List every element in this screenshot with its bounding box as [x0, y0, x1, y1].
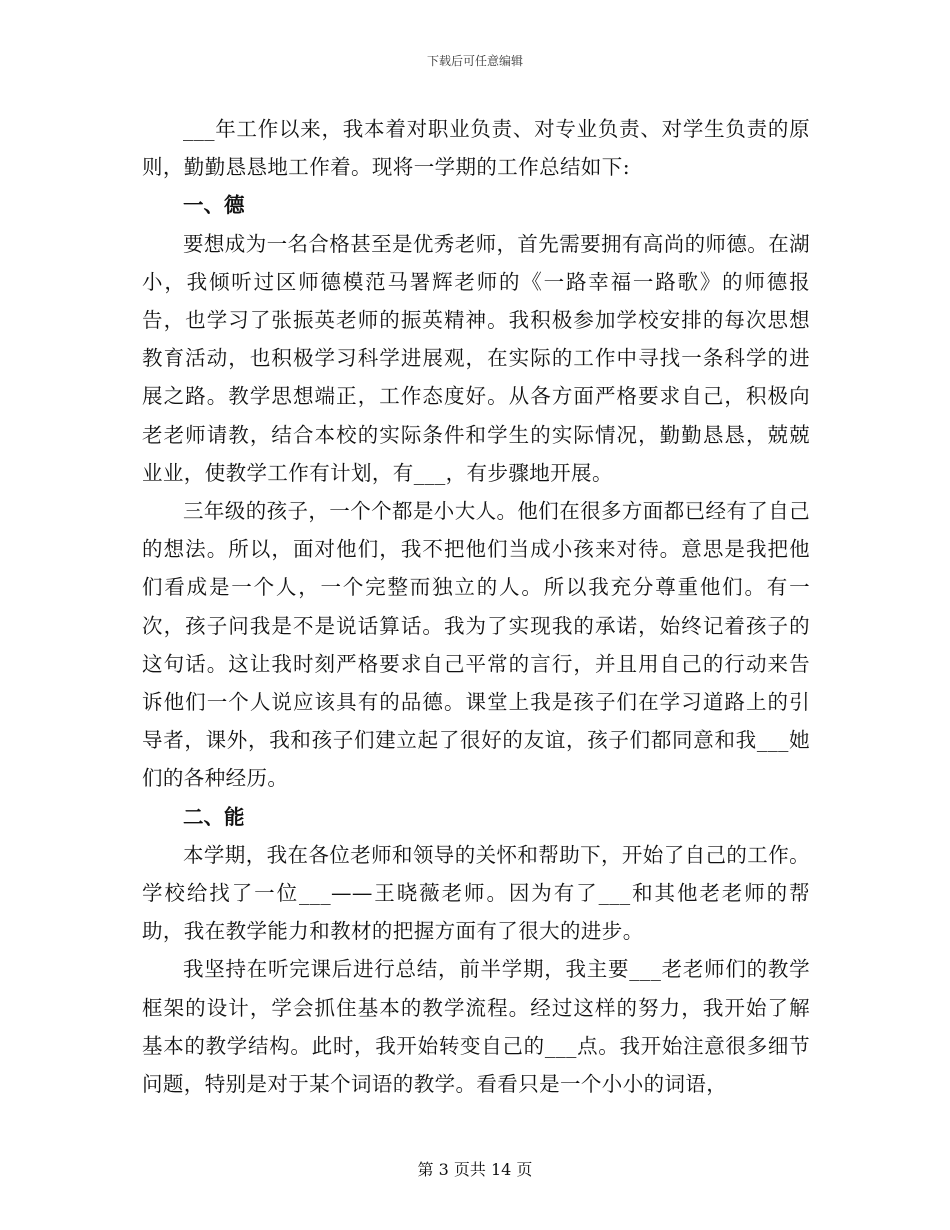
- virtue-paragraph-2: 三年级的孩子，一个个都是小大人。他们在很多方面都已经有了自己的想法。所以，面对他们，我不把他们当成小孩来对待。意思是我把他们看成是一个人，一个完整而独立的人。所以我充分尊重他们。有一次，孩子问我是不是说话算话。我为了实现我的承诺，始终记着孩子的这句话。这让我时刻严格要求自己平常的言行，并且用自己的行动来告诉他们一个人说应该具有的品德。课堂上我是孩子们在学习道路上的引导者，课外，我和孩子们建立起了很好的友谊，孩子们都同意和我___她们的各种经历。: [142, 499, 810, 791]
- virtue-paragraph-1: 要想成为一名合格甚至是优秀老师，首先需要拥有高尚的师德。在湖小，我倾听过区师德模范马署辉老师的《一路幸福一路歌》的师德报告，也学习了张振英老师的振英精神。我积极参加学校安排的每次思想教育活动，也积极学习科学进展观，在实际的工作中寻找一条科学的进展之路。教学思想端正，工作态度好。从各方面严格要求自己，积极向老老师请教，结合本校的实际条件和学生的实际情况，勤勤恳恳，兢兢业业，使教学工作有计划，有___，有步骤地开展。: [142, 231, 810, 485]
- intro-paragraph: ___年工作以来，我本着对职业负责、对专业负责、对学生负责的原则，勤勤恳恳地工作着。现将一学期的工作总结如下:: [142, 117, 810, 180]
- ability-paragraph-2: 我坚持在听完课后进行总结，前半学期，我主要___老老师们的教学框架的设计，学会抓住基本的教学流程。经过这样的努力，我开始了解基本的教学结构。此时，我开始转变自己的___点。我开始注意很多细节问题，特别是对于某个词语的教学。看看只是一个小小的词语，: [142, 957, 810, 1097]
- document-body: [142, 110, 810, 1103]
- section-heading-ability: 二、能: [183, 804, 245, 829]
- page-header: 下载后可任意编辑: [426, 54, 523, 68]
- section-heading-virtue: 一、德: [183, 193, 245, 218]
- ability-paragraph-1: 本学期，我在各位老师和领导的关怀和帮助下，开始了自己的工作。学校给找了一位___——王晓薇老师。因为有了___和其他老老师的帮助，我在教学能力和教材的把握方面有了很大的进步。: [142, 842, 810, 944]
- page-footer: 第 3 页共 14 页: [417, 1160, 533, 1179]
